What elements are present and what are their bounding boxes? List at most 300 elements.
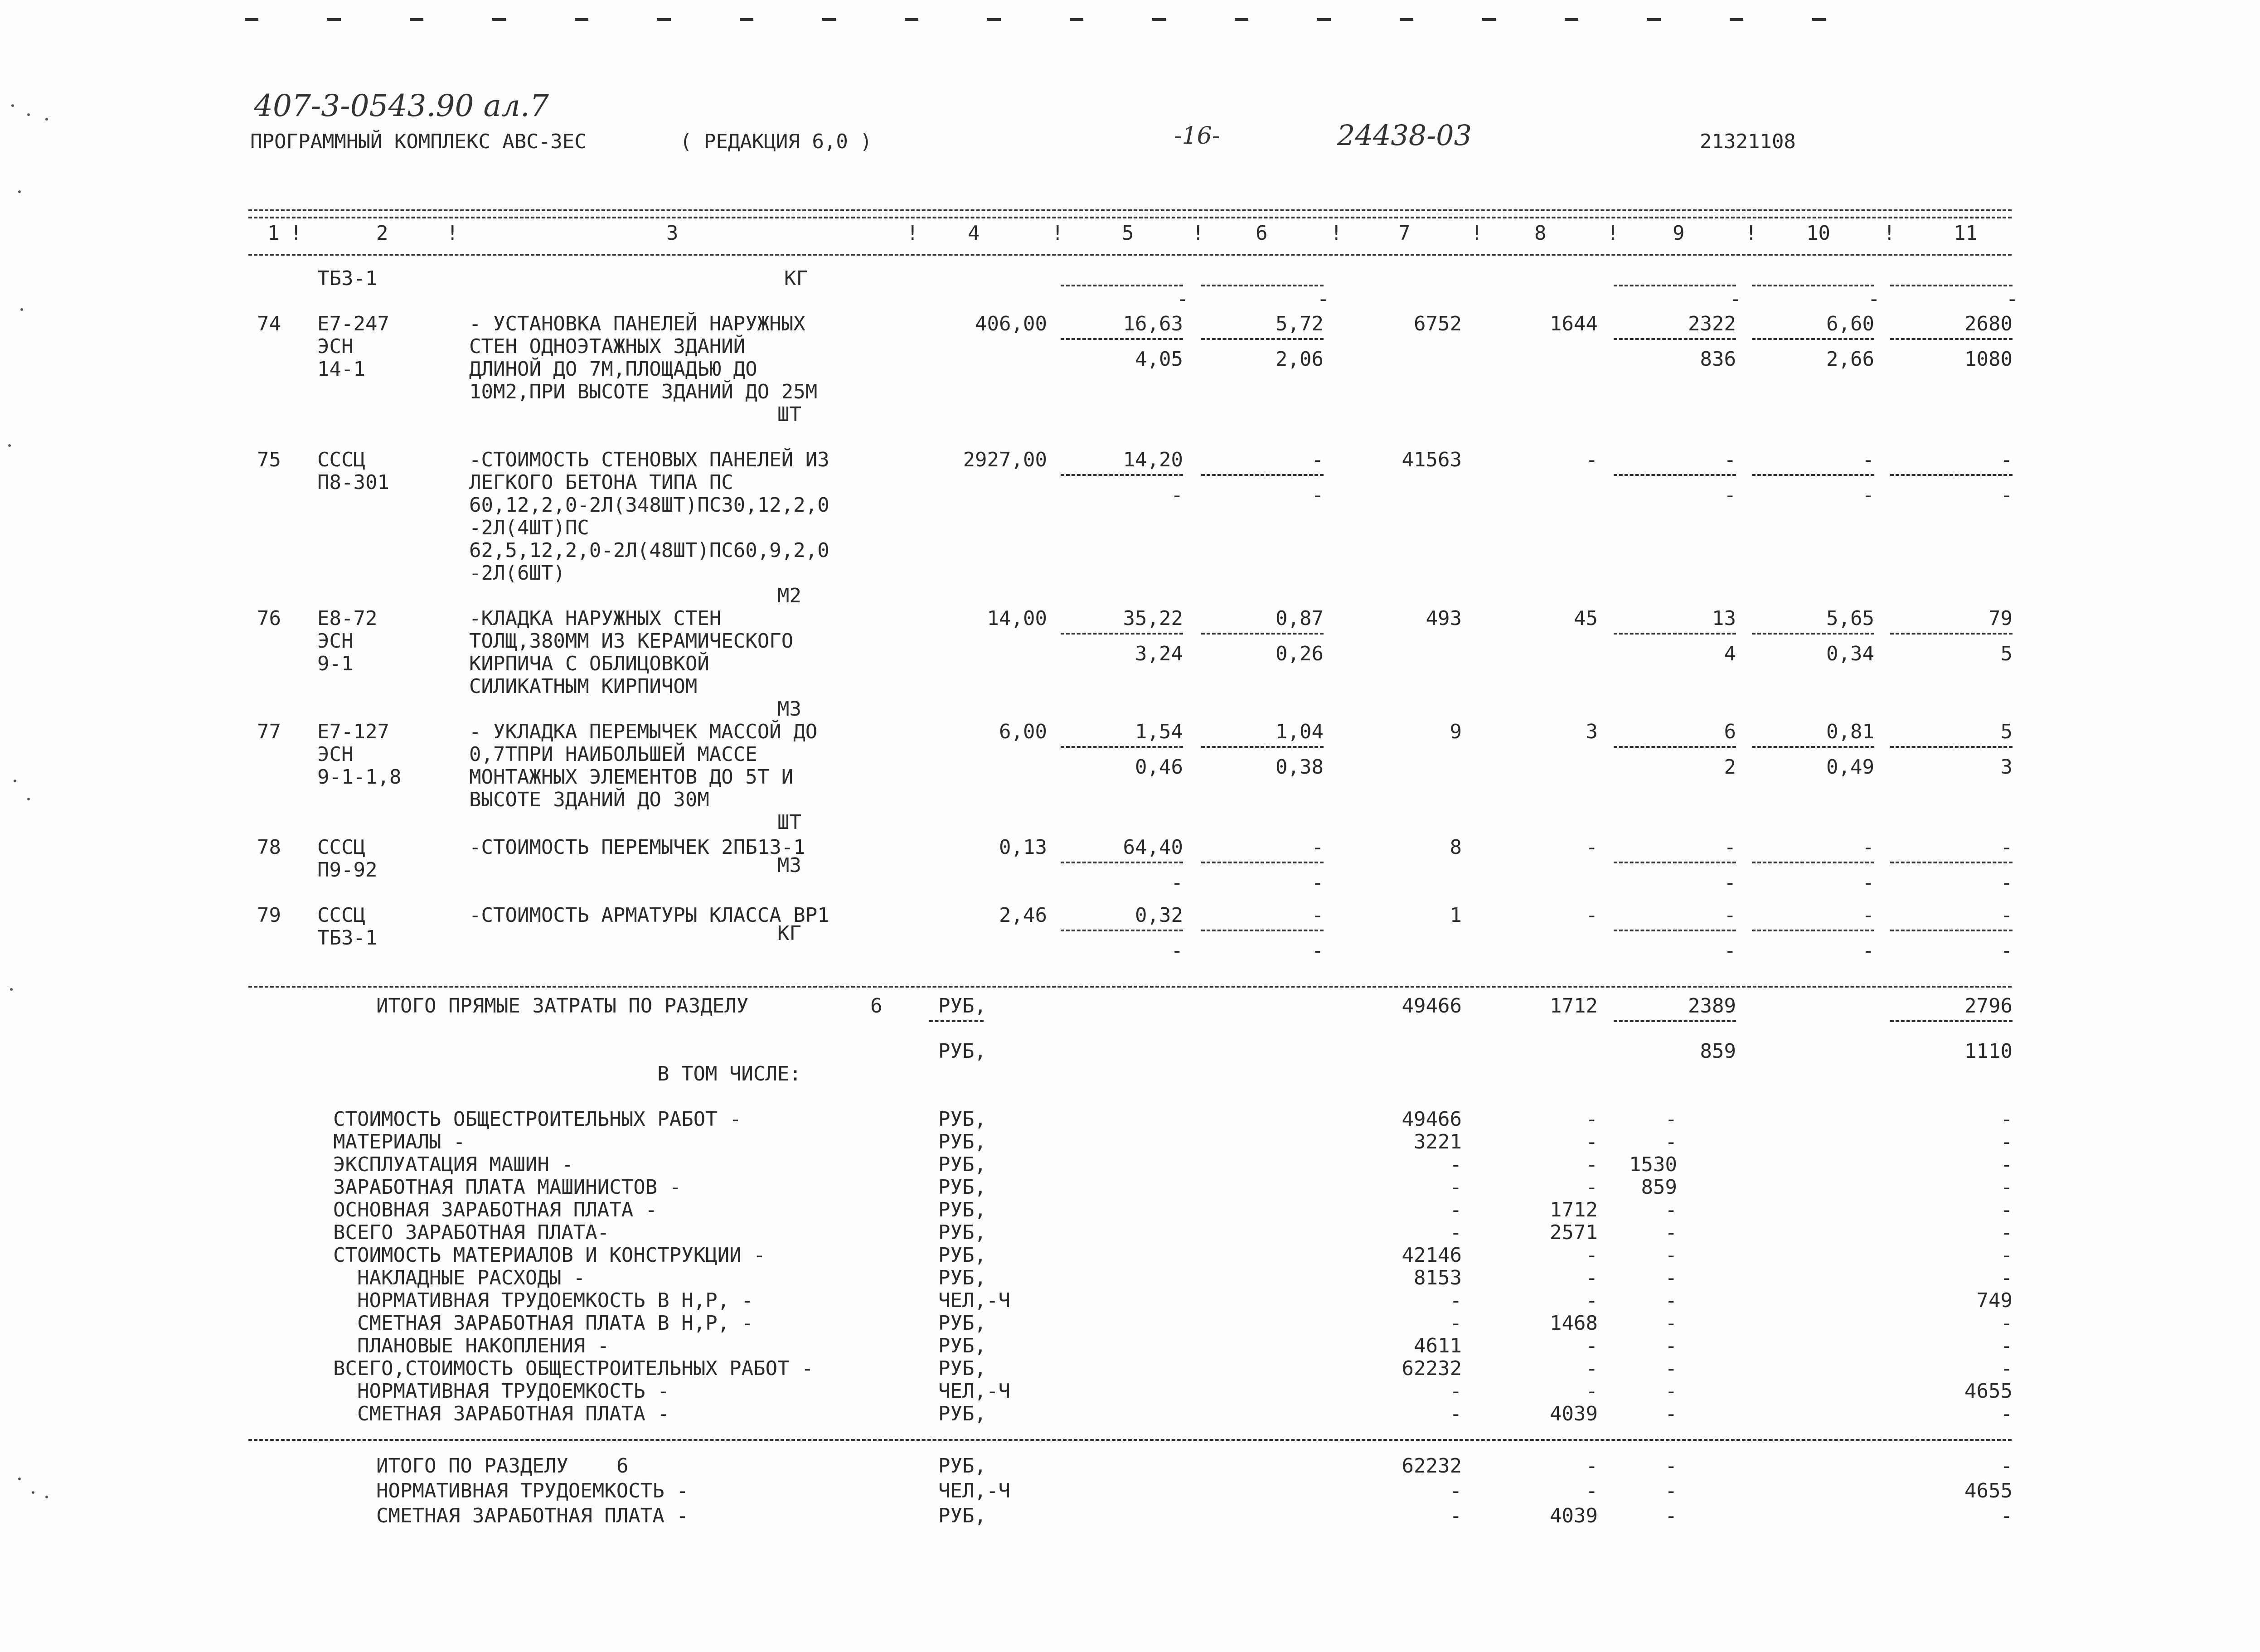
section-total-label: ИТОГО ПРЯМЫЕ ЗАТРАТЫ ПО РАЗДЕЛУ [376, 994, 749, 1017]
row-description: - УКЛАДКА ПЕРЕМЫЧЕК МАССОЙ ДО [469, 720, 818, 743]
row-description: -СТОИМОСТЬ ПЕРЕМЫЧЕК 2ПБ13-1 [469, 836, 805, 859]
row-c10: 5,65 [1826, 607, 1874, 630]
row-c11: - [2000, 836, 2013, 859]
column-separator: ! [907, 222, 919, 245]
breakdown-c11: 749 [1976, 1289, 2013, 1312]
final-c7: - [1450, 1479, 1462, 1502]
lead-dash: - [2006, 287, 2018, 310]
row-c9: 2322 [1688, 312, 1736, 335]
row-c6: 1,04 [1275, 720, 1324, 743]
row-underline [1061, 633, 1183, 635]
row-c5: 0,32 [1135, 904, 1183, 927]
row-c6b: 0,26 [1275, 642, 1324, 665]
breakdown-c7: 62232 [1402, 1357, 1462, 1380]
breakdown-c8: - [1586, 1266, 1598, 1289]
breakdown-unit: РУБ, [938, 1244, 986, 1267]
row-c7: 493 [1426, 607, 1462, 630]
scan-speck [14, 780, 16, 782]
breakdown-c9: - [1665, 1130, 1677, 1153]
breakdown-c9: - [1665, 1108, 1677, 1131]
row-underline [1614, 633, 1736, 635]
row-code: 14-1 [317, 358, 365, 381]
border-dash [410, 18, 423, 21]
row-c5: 1,54 [1135, 720, 1183, 743]
page-number: -16- [1174, 122, 1220, 150]
row-code: ТБ3-1 [317, 926, 378, 950]
column-separator: ! [1330, 222, 1343, 245]
breakdown-c9: - [1665, 1289, 1677, 1312]
row-description: -2Л(6ШТ) [469, 562, 565, 585]
scan-speck [18, 190, 21, 193]
lead-underline [1752, 285, 1874, 286]
breakdown-unit: РУБ, [938, 1357, 986, 1380]
breakdown-c11: 4655 [1964, 1380, 2013, 1403]
breakdown-c11: - [2000, 1221, 2013, 1244]
breakdown-c9: - [1665, 1266, 1677, 1289]
section-total-c11: 2796 [1964, 994, 2013, 1017]
row-underline [1061, 474, 1183, 476]
row-code: 9-1 [317, 652, 354, 675]
row-c6: 5,72 [1275, 312, 1324, 335]
row-c11b: 5 [2000, 642, 2013, 665]
final-c11: - [2000, 1454, 2013, 1478]
final-c7: - [1450, 1504, 1462, 1527]
row-c11: - [2000, 904, 2013, 927]
row-c9b: 836 [1700, 348, 1736, 371]
row-description: ЛЕГКОГО БЕТОНА ТИПА ПС [469, 471, 733, 494]
row-c10b: 0,49 [1826, 756, 1874, 779]
section-total-c9: 2389 [1688, 994, 1736, 1017]
row-c9b: - [1724, 484, 1736, 507]
column-separator: ! [446, 222, 459, 245]
row-c5b: 0,46 [1135, 756, 1183, 779]
row-underline [1752, 338, 1874, 340]
breakdown-c7: 42146 [1402, 1244, 1462, 1267]
row-c7: 6752 [1414, 312, 1462, 335]
breakdown-label: ПЛАНОВЫЕ НАКОПЛЕНИЯ - [333, 1334, 610, 1357]
row-c7: 1 [1450, 904, 1462, 927]
breakdown-label: ОСНОВНАЯ ЗАРАБОТНАЯ ПЛАТА - [333, 1198, 658, 1221]
row-code: СССЦ [317, 904, 365, 927]
breakdown-c8: - [1586, 1289, 1598, 1312]
final-unit: ЧЕЛ,-Ч [938, 1479, 1010, 1502]
scan-speck [45, 118, 48, 121]
breakdown-unit: РУБ, [938, 1176, 986, 1199]
scan-speck [11, 104, 14, 107]
row-code: СССЦ [317, 448, 365, 471]
column-header-7: 7 [1398, 222, 1411, 245]
row-underline [1061, 746, 1183, 748]
column-header-10: 10 [1806, 222, 1830, 245]
section-total-c7: 49466 [1402, 994, 1462, 1017]
final-c9: - [1665, 1454, 1677, 1478]
row-quantity: 2927,00 [963, 448, 1047, 471]
breakdown-label: СТОИМОСТЬ ОБЩЕСТРОИТЕЛЬНЫХ РАБОТ - [333, 1108, 742, 1131]
border-dash [1730, 18, 1743, 21]
section-total-underline [929, 1020, 984, 1022]
row-c8: 45 [1574, 607, 1598, 630]
column-header-3: 3 [666, 222, 679, 245]
breakdown-c8: - [1586, 1153, 1598, 1176]
row-c11b: 1080 [1964, 348, 2013, 371]
row-underline [1201, 862, 1324, 863]
handwritten-doc-ref: 407-3-0543.90 ал.7 [254, 88, 549, 123]
row-code: П9-92 [317, 858, 378, 882]
row-c6b: 2,06 [1275, 348, 1324, 371]
border-dash [905, 18, 918, 21]
row-c6b: - [1311, 484, 1324, 507]
header-rule-top [248, 209, 2012, 211]
row-c9: - [1724, 448, 1736, 471]
row-c5b: 3,24 [1135, 642, 1183, 665]
row-c11: - [2000, 448, 2013, 471]
breakdown-label: ВСЕГО ЗАРАБОТНАЯ ПЛАТА- [333, 1221, 610, 1244]
final-label: НОРМАТИВНАЯ ТРУДОЕМКОСТЬ - [376, 1479, 689, 1502]
border-dash [987, 18, 1001, 21]
row-underline [1201, 338, 1324, 340]
row-code: 9-1-1,8 [317, 765, 402, 789]
row-underline [1614, 338, 1736, 340]
breakdown-unit: РУБ, [938, 1198, 986, 1221]
row-c9: 13 [1712, 607, 1736, 630]
breakdown-c8: - [1586, 1176, 1598, 1199]
row-underline [1201, 930, 1324, 931]
final-c7: 62232 [1402, 1454, 1462, 1478]
border-dash [1070, 18, 1083, 21]
row-c5: 14,20 [1123, 448, 1183, 471]
row-c11: 5 [2000, 720, 2013, 743]
breakdown-c9: 1530 [1629, 1153, 1677, 1176]
row-code: СССЦ [317, 836, 365, 859]
row-description: ТОЛЩ,380ММ ИЗ КЕРАМИЧЕСКОГО [469, 630, 794, 653]
breakdown-c7: - [1450, 1312, 1462, 1335]
row-description: СТЕН ОДНОЭТАЖНЫХ ЗДАНИЙ [469, 335, 746, 358]
row-underline [1614, 746, 1736, 748]
row-c10b: 0,34 [1826, 642, 1874, 665]
breakdown-c11: - [2000, 1130, 2013, 1153]
border-dash [492, 18, 506, 21]
row-quantity: 406,00 [975, 312, 1047, 335]
section-total-unit-b: РУБ, [938, 1040, 986, 1063]
row-description: 10М2,ПРИ ВЫСОТЕ ЗДАНИЙ ДО 25М [469, 380, 818, 403]
column-separator: ! [1052, 222, 1064, 245]
row-unit: ШТ [777, 811, 801, 834]
breakdown-c11: - [2000, 1244, 2013, 1267]
breakdown-c9: - [1665, 1221, 1677, 1244]
breakdown-c7: 8153 [1414, 1266, 1462, 1289]
scan-speck [32, 1491, 34, 1494]
doc-code: 21321108 [1700, 130, 1796, 153]
breakdown-unit: РУБ, [938, 1266, 986, 1289]
header-rule-bottom [248, 254, 2012, 256]
breakdown-c8: - [1586, 1244, 1598, 1267]
top-dash-border [245, 18, 2013, 23]
breakdown-unit: ЧЕЛ,-Ч [938, 1380, 1010, 1403]
row-c9b: 2 [1724, 756, 1736, 779]
header-rule-top-2 [248, 217, 2012, 218]
row-c8: 1644 [1550, 312, 1598, 335]
final-c9: - [1665, 1504, 1677, 1527]
row-underline [1201, 746, 1324, 748]
breakdown-c11: - [2000, 1266, 2013, 1289]
final-c8: 4039 [1550, 1504, 1598, 1527]
border-dash [1812, 18, 1826, 21]
border-dash [822, 18, 836, 21]
lead-underline [1061, 285, 1183, 286]
row-description: -СТОИМОСТЬ АРМАТУРЫ КЛАССА ВР1 [469, 904, 829, 927]
breakdown-label: ЗАРАБОТНАЯ ПЛАТА МАШИНИСТОВ - [333, 1176, 682, 1199]
border-dash [657, 18, 671, 21]
row-c8: - [1586, 904, 1598, 927]
row-code: Е7-247 [317, 312, 389, 335]
border-dash [1400, 18, 1413, 21]
breakdown-c8: - [1586, 1334, 1598, 1357]
row-c8: 3 [1586, 720, 1598, 743]
border-dash [327, 18, 341, 21]
row-underline [1061, 930, 1183, 931]
row-c5b: - [1171, 939, 1183, 962]
row-c9: 6 [1724, 720, 1736, 743]
section-total-number: 6 [870, 994, 883, 1017]
row-c10: 0,81 [1826, 720, 1874, 743]
lead-dash: - [1317, 287, 1329, 310]
breakdown-c7: - [1450, 1176, 1462, 1199]
row-c6: 0,87 [1275, 607, 1324, 630]
breakdown-c7: - [1450, 1402, 1462, 1425]
row-c8: - [1586, 836, 1598, 859]
breakdown-c9: - [1665, 1244, 1677, 1267]
row-c10b: - [1862, 484, 1874, 507]
breakdown-c11: - [2000, 1312, 2013, 1335]
breakdown-c7: - [1450, 1380, 1462, 1403]
column-header-6: 6 [1256, 222, 1268, 245]
row-code: П8-301 [317, 471, 389, 494]
section-total-unit: РУБ, [938, 994, 986, 1017]
border-dash [1235, 18, 1248, 21]
breakdown-c8: - [1586, 1108, 1598, 1131]
breakdown-c11: - [2000, 1176, 2013, 1199]
row-unit: ШТ [777, 403, 801, 426]
scan-speck [18, 1478, 21, 1480]
section-total-c11b: 1110 [1964, 1040, 2013, 1063]
column-separator: ! [290, 222, 302, 245]
row-c6: - [1311, 836, 1324, 859]
row-c6b: - [1311, 871, 1324, 894]
row-c5: 64,40 [1123, 836, 1183, 859]
row-c5b: - [1171, 484, 1183, 507]
final-label: СМЕТНАЯ ЗАРАБОТНАЯ ПЛАТА - [376, 1504, 689, 1527]
breakdown-c11: - [2000, 1402, 2013, 1425]
row-c10: - [1862, 448, 1874, 471]
breakdown-c11: - [2000, 1153, 2013, 1176]
row-c10: - [1862, 836, 1874, 859]
border-dash [575, 18, 588, 21]
row-description: -2Л(4ШТ)ПС [469, 516, 589, 539]
row-c9: - [1724, 904, 1736, 927]
lead-unit: КГ [784, 267, 808, 290]
row-description: -КЛАДКА НАРУЖНЫХ СТЕН [469, 607, 722, 630]
row-unit: КГ [777, 922, 801, 945]
row-code: Е7-127 [317, 720, 389, 743]
breakdown-label: ВСЕГО,СТОИМОСТЬ ОБЩЕСТРОИТЕЛЬНЫХ РАБОТ - [333, 1357, 814, 1380]
row-code: Е8-72 [317, 607, 378, 630]
row-description: ВЫСОТЕ ЗДАНИЙ ДО 30М [469, 788, 709, 811]
scan-speck [27, 113, 30, 116]
lead-code: ТБ3-1 [317, 267, 378, 290]
row-c8: - [1586, 448, 1598, 471]
border-dash [1317, 18, 1331, 21]
row-underline [1890, 633, 2013, 635]
breakdown-unit: РУБ, [938, 1312, 986, 1335]
breakdown-c7: 4611 [1414, 1334, 1462, 1357]
section-total-c9b: 859 [1700, 1040, 1736, 1063]
final-unit: РУБ, [938, 1454, 986, 1478]
row-quantity: 0,13 [999, 836, 1047, 859]
row-description: 60,12,2,0-2Л(348ШТ)ПС30,12,2,0 [469, 494, 829, 517]
row-underline [1752, 746, 1874, 748]
row-underline [1201, 474, 1324, 476]
breakdown-unit: РУБ, [938, 1221, 986, 1244]
breakdown-c11: - [2000, 1108, 2013, 1131]
breakdown-c7: 3221 [1414, 1130, 1462, 1153]
column-separator: ! [1471, 222, 1483, 245]
row-underline [1752, 474, 1874, 476]
row-quantity: 14,00 [987, 607, 1047, 630]
border-dash [1152, 18, 1166, 21]
breakdown-c11: - [2000, 1334, 2013, 1357]
border-dash [1647, 18, 1661, 21]
breakdown-unit: РУБ, [938, 1130, 986, 1153]
row-c9: - [1724, 836, 1736, 859]
row-underline [1890, 474, 2013, 476]
row-c11: 79 [1988, 607, 2013, 630]
final-rule [248, 1439, 2012, 1441]
row-underline [1614, 474, 1736, 476]
breakdown-unit: РУБ, [938, 1402, 986, 1425]
row-c10b: - [1862, 871, 1874, 894]
breakdown-c8: - [1586, 1357, 1598, 1380]
row-unit: М3 [777, 854, 801, 877]
edition: ( РЕДАКЦИЯ 6,0 ) [680, 130, 872, 153]
lead-dash: - [1730, 287, 1742, 310]
row-number: 75 [257, 448, 281, 471]
row-c7: 8 [1450, 836, 1462, 859]
lead-dash: - [1868, 287, 1880, 310]
border-dash [245, 18, 258, 21]
row-number: 74 [257, 312, 281, 335]
breakdown-c9: - [1665, 1312, 1677, 1335]
row-number: 76 [257, 607, 281, 630]
border-dash [740, 18, 753, 21]
breakdown-c9: - [1665, 1198, 1677, 1221]
column-header-4: 4 [968, 222, 980, 245]
row-code: ЭСН [317, 335, 354, 358]
scan-speck [45, 1496, 48, 1498]
row-number: 78 [257, 836, 281, 859]
row-unit: М2 [777, 584, 801, 607]
breakdown-unit: РУБ, [938, 1334, 986, 1357]
breakdown-c9: - [1665, 1402, 1677, 1425]
row-c5: 35,22 [1123, 607, 1183, 630]
column-separator: ! [1607, 222, 1619, 245]
column-header-9: 9 [1673, 222, 1685, 245]
row-underline [1201, 633, 1324, 635]
scan-speck [27, 798, 30, 800]
breakdown-c8: - [1586, 1130, 1598, 1153]
row-c9b: - [1724, 871, 1736, 894]
column-header-11: 11 [1954, 222, 1978, 245]
program-name: ПРОГРАММНЫЙ КОМПЛЕКС АВС-3ЕС [250, 130, 587, 153]
row-underline [1890, 338, 2013, 340]
row-c10b: - [1862, 939, 1874, 962]
row-underline [1061, 862, 1183, 863]
final-label: ИТОГО ПО РАЗДЕЛУ [376, 1454, 568, 1478]
breakdown-c8: 1468 [1550, 1312, 1598, 1335]
breakdown-unit: РУБ, [938, 1108, 986, 1131]
column-header-8: 8 [1534, 222, 1547, 245]
breakdown-c8: 4039 [1550, 1402, 1598, 1425]
row-c10b: 2,66 [1826, 348, 1874, 371]
breakdown-label: НАКЛАДНЫЕ РАСХОДЫ - [333, 1266, 586, 1289]
including-label: В ТОМ ЧИСЛЕ: [657, 1062, 801, 1085]
scan-speck [10, 988, 13, 991]
breakdown-unit: ЧЕЛ,-Ч [938, 1289, 1010, 1312]
breakdown-label: СМЕТНАЯ ЗАРАБОТНАЯ ПЛАТА В Н,Р, - [333, 1312, 754, 1335]
row-number: 79 [257, 904, 281, 927]
final-c8: - [1586, 1479, 1598, 1502]
border-dash [1482, 18, 1496, 21]
row-c10: 6,60 [1826, 312, 1874, 335]
breakdown-label: НОРМАТИВНАЯ ТРУДОЕМКОСТЬ - [333, 1380, 669, 1403]
row-description: 62,5,12,2,0-2Л(48ШТ)ПС60,9,2,0 [469, 539, 829, 562]
breakdown-c9: - [1665, 1357, 1677, 1380]
row-underline [1614, 930, 1736, 931]
breakdown-c7: - [1450, 1289, 1462, 1312]
final-section: 6 [616, 1454, 629, 1478]
row-description: - УСТАНОВКА ПАНЕЛЕЙ НАРУЖНЫХ [469, 312, 805, 335]
breakdown-label: ЭКСПЛУАТАЦИЯ МАШИН - [333, 1153, 573, 1176]
row-description: СИЛИКАТНЫМ КИРПИЧОМ [469, 675, 698, 698]
breakdown-c11: - [2000, 1357, 2013, 1380]
breakdown-c9: - [1665, 1380, 1677, 1403]
row-c11b: - [2000, 939, 2013, 962]
section-total-c8: 1712 [1550, 994, 1598, 1017]
row-c11b: - [2000, 871, 2013, 894]
breakdown-c7: - [1450, 1221, 1462, 1244]
lead-underline [1890, 285, 2013, 286]
breakdown-c8: - [1586, 1380, 1598, 1403]
breakdown-label: СТОИМОСТЬ МАТЕРИАЛОВ И КОНСТРУКЦИИ - [333, 1244, 766, 1267]
breakdown-c7: - [1450, 1153, 1462, 1176]
final-c9: - [1665, 1479, 1677, 1502]
row-c11: 2680 [1964, 312, 2013, 335]
column-separator: ! [1192, 222, 1204, 245]
row-underline [1890, 862, 2013, 863]
breakdown-c8: 2571 [1550, 1221, 1598, 1244]
row-c6: - [1311, 448, 1324, 471]
row-number: 77 [257, 720, 281, 743]
column-header-5: 5 [1122, 222, 1134, 245]
row-underline [1752, 862, 1874, 863]
column-separator: ! [1883, 222, 1896, 245]
row-c11b: 3 [2000, 756, 2013, 779]
row-unit: М3 [777, 698, 801, 721]
breakdown-label: СМЕТНАЯ ЗАРАБОТНАЯ ПЛАТА - [333, 1402, 669, 1425]
section-total-rule [248, 986, 2012, 988]
breakdown-label: НОРМАТИВНАЯ ТРУДОЕМКОСТЬ В Н,Р, - [333, 1289, 754, 1312]
column-header-1: 1 [267, 222, 280, 245]
final-c8: - [1586, 1454, 1598, 1478]
